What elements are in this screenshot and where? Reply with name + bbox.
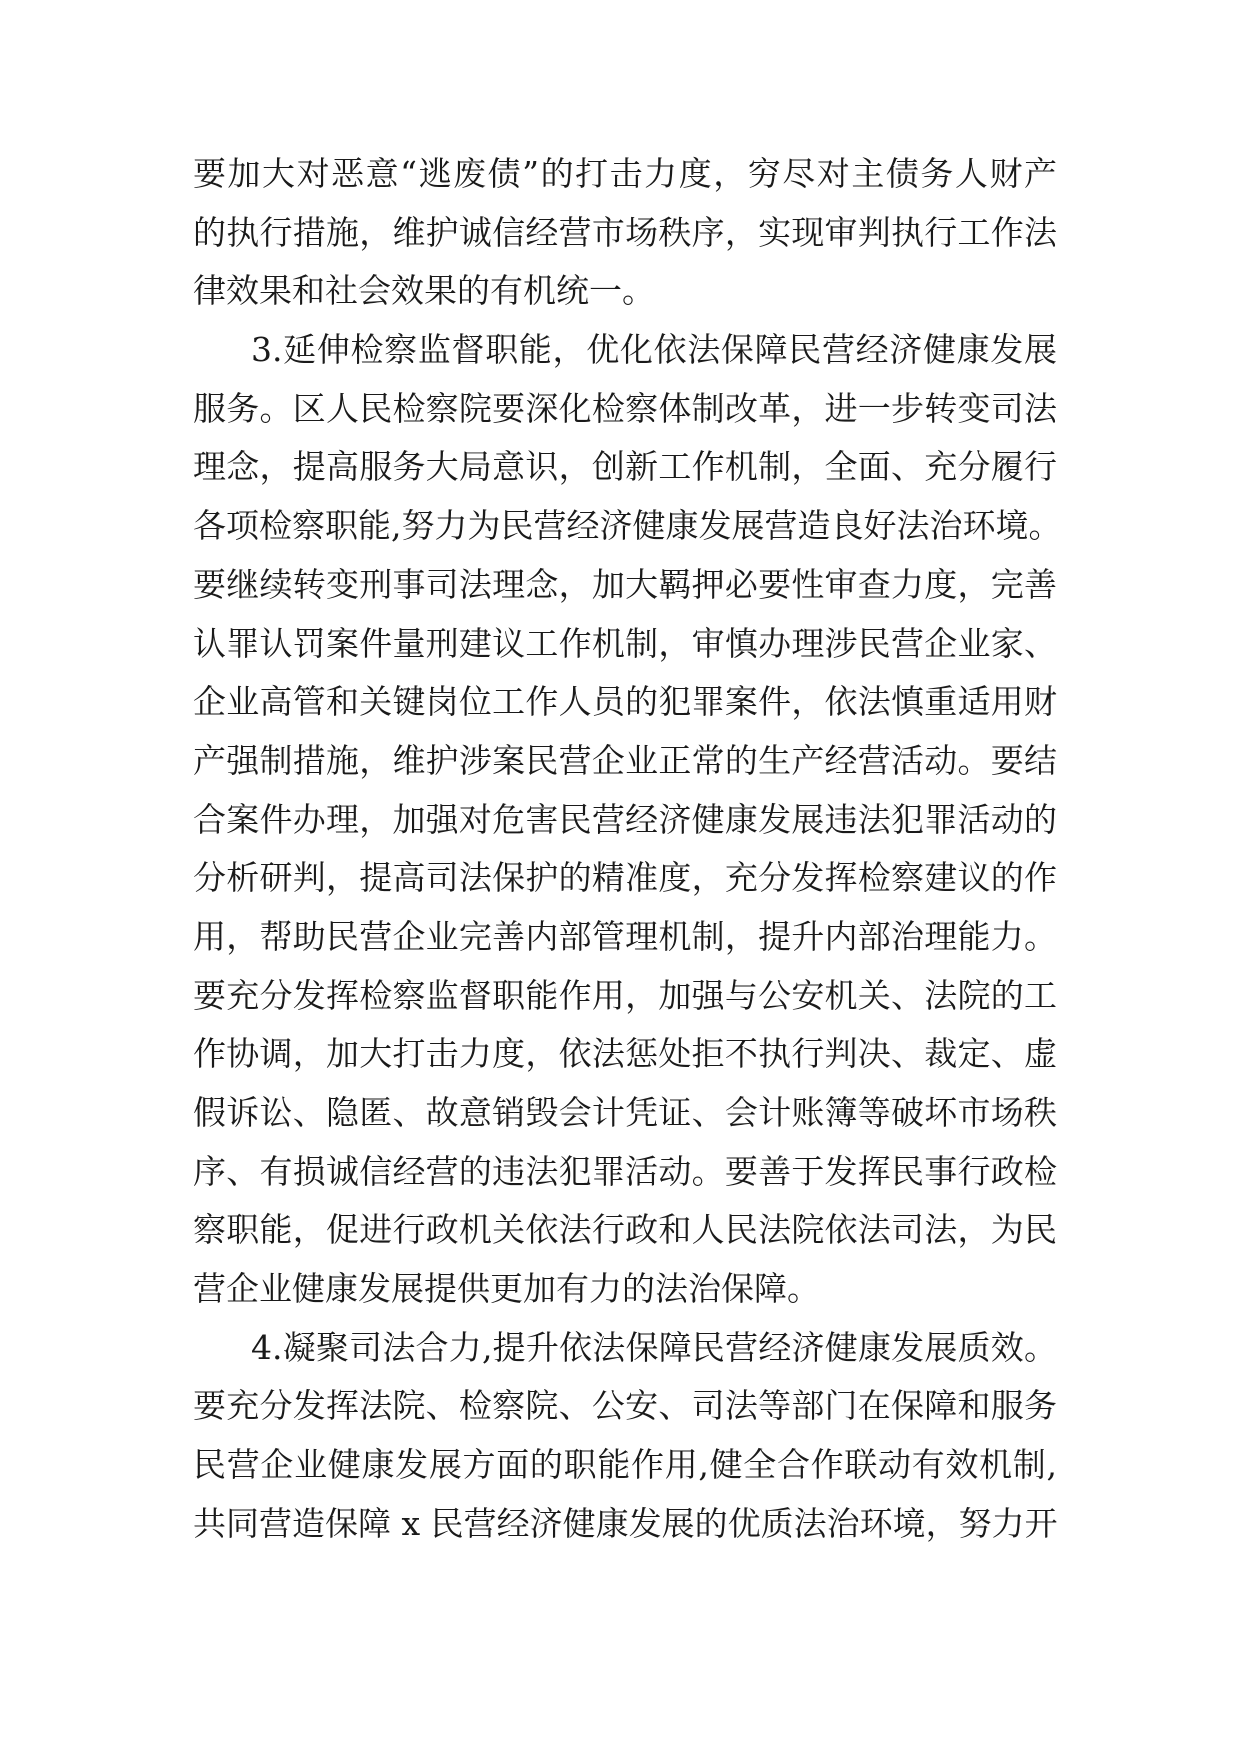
text-line-12: 合案件办理，加强对危害民营经济健康发展违法犯罪活动的 xyxy=(193,799,1057,839)
text-line-10: 企业高管和关键岗位工作人员的犯罪案件，依法慎重适用财 xyxy=(193,682,1057,722)
paragraph-3-heading-line: 3.延伸检察监督职能，优化依法保障民营经济健康发展 xyxy=(251,330,1057,370)
text-line-18: 序、有损诚信经营的违法犯罪活动。要善于发挥民事行政检 xyxy=(193,1151,1057,1191)
text-line-19: 察职能，促进行政机关依法行政和人民法院依法司法，为民 xyxy=(193,1210,1057,1250)
text-line-7: 各项检察职能,努力为民营经济健康发展营造良好法治环境。 xyxy=(193,506,1062,546)
text-line-1: 要加大对恶意“逃废债”的打击力度，穷尽对主债务人财产 xyxy=(193,154,1057,193)
text-line-13: 分析研判，提高司法保护的精准度，充分发挥检察建议的作 xyxy=(193,858,1057,898)
text-line-11: 产强制措施，维护涉案民营企业正常的生产经营活动。要结 xyxy=(193,740,1057,780)
text-line-17: 假诉讼、隐匿、故意销毁会计凭证、会计账簿等破坏市场秩 xyxy=(193,1093,1057,1132)
text-line-16: 作协调，加大打击力度，依法惩处拒不执行判决、裁定、虚 xyxy=(193,1034,1057,1074)
body-text xyxy=(193,145,1062,1554)
text-line-8: 要继续转变刑事司法理念，加大羁押必要性审查力度，完善 xyxy=(193,564,1057,604)
text-line-20: 营企业健康发展提供更加有力的法治保障。 xyxy=(193,1269,820,1309)
text-line-3: 律效果和社会效果的有机统一。 xyxy=(193,271,655,311)
text-line-15: 要充分发挥检察监督职能作用，加强与公安机关、法院的工 xyxy=(193,975,1057,1015)
text-line-24: 共同营造保障 x 民营经济健康发展的优质法治环境，努力开 xyxy=(193,1503,1058,1543)
text-line-9: 认罪认罚案件量刑建议工作机制，审慎办理涉民营企业家、 xyxy=(193,623,1057,663)
text-line-2: 的执行措施，维护诚信经营市场秩序，实现审判执行工作法 xyxy=(193,212,1057,252)
text-line-22: 要充分发挥法院、检察院、公安、司法等部门在保障和服务 xyxy=(193,1386,1057,1426)
text-line-23: 民营企业健康发展方面的职能作用,健全合作联动有效机制, xyxy=(193,1445,1057,1485)
text-line-14: 用，帮助民营企业完善内部管理机制，提升内部治理能力。 xyxy=(193,916,1057,956)
paragraph-4-heading-line: 4.凝聚司法合力,提升依法保障民营经济健康发展质效。 xyxy=(251,1327,1057,1367)
text-line-5: 服务。区人民检察院要深化检察体制改革，进一步转变司法 xyxy=(193,388,1057,428)
text-line-6: 理念，提高服务大局意识，创新工作机制，全面、充分履行 xyxy=(193,447,1057,487)
